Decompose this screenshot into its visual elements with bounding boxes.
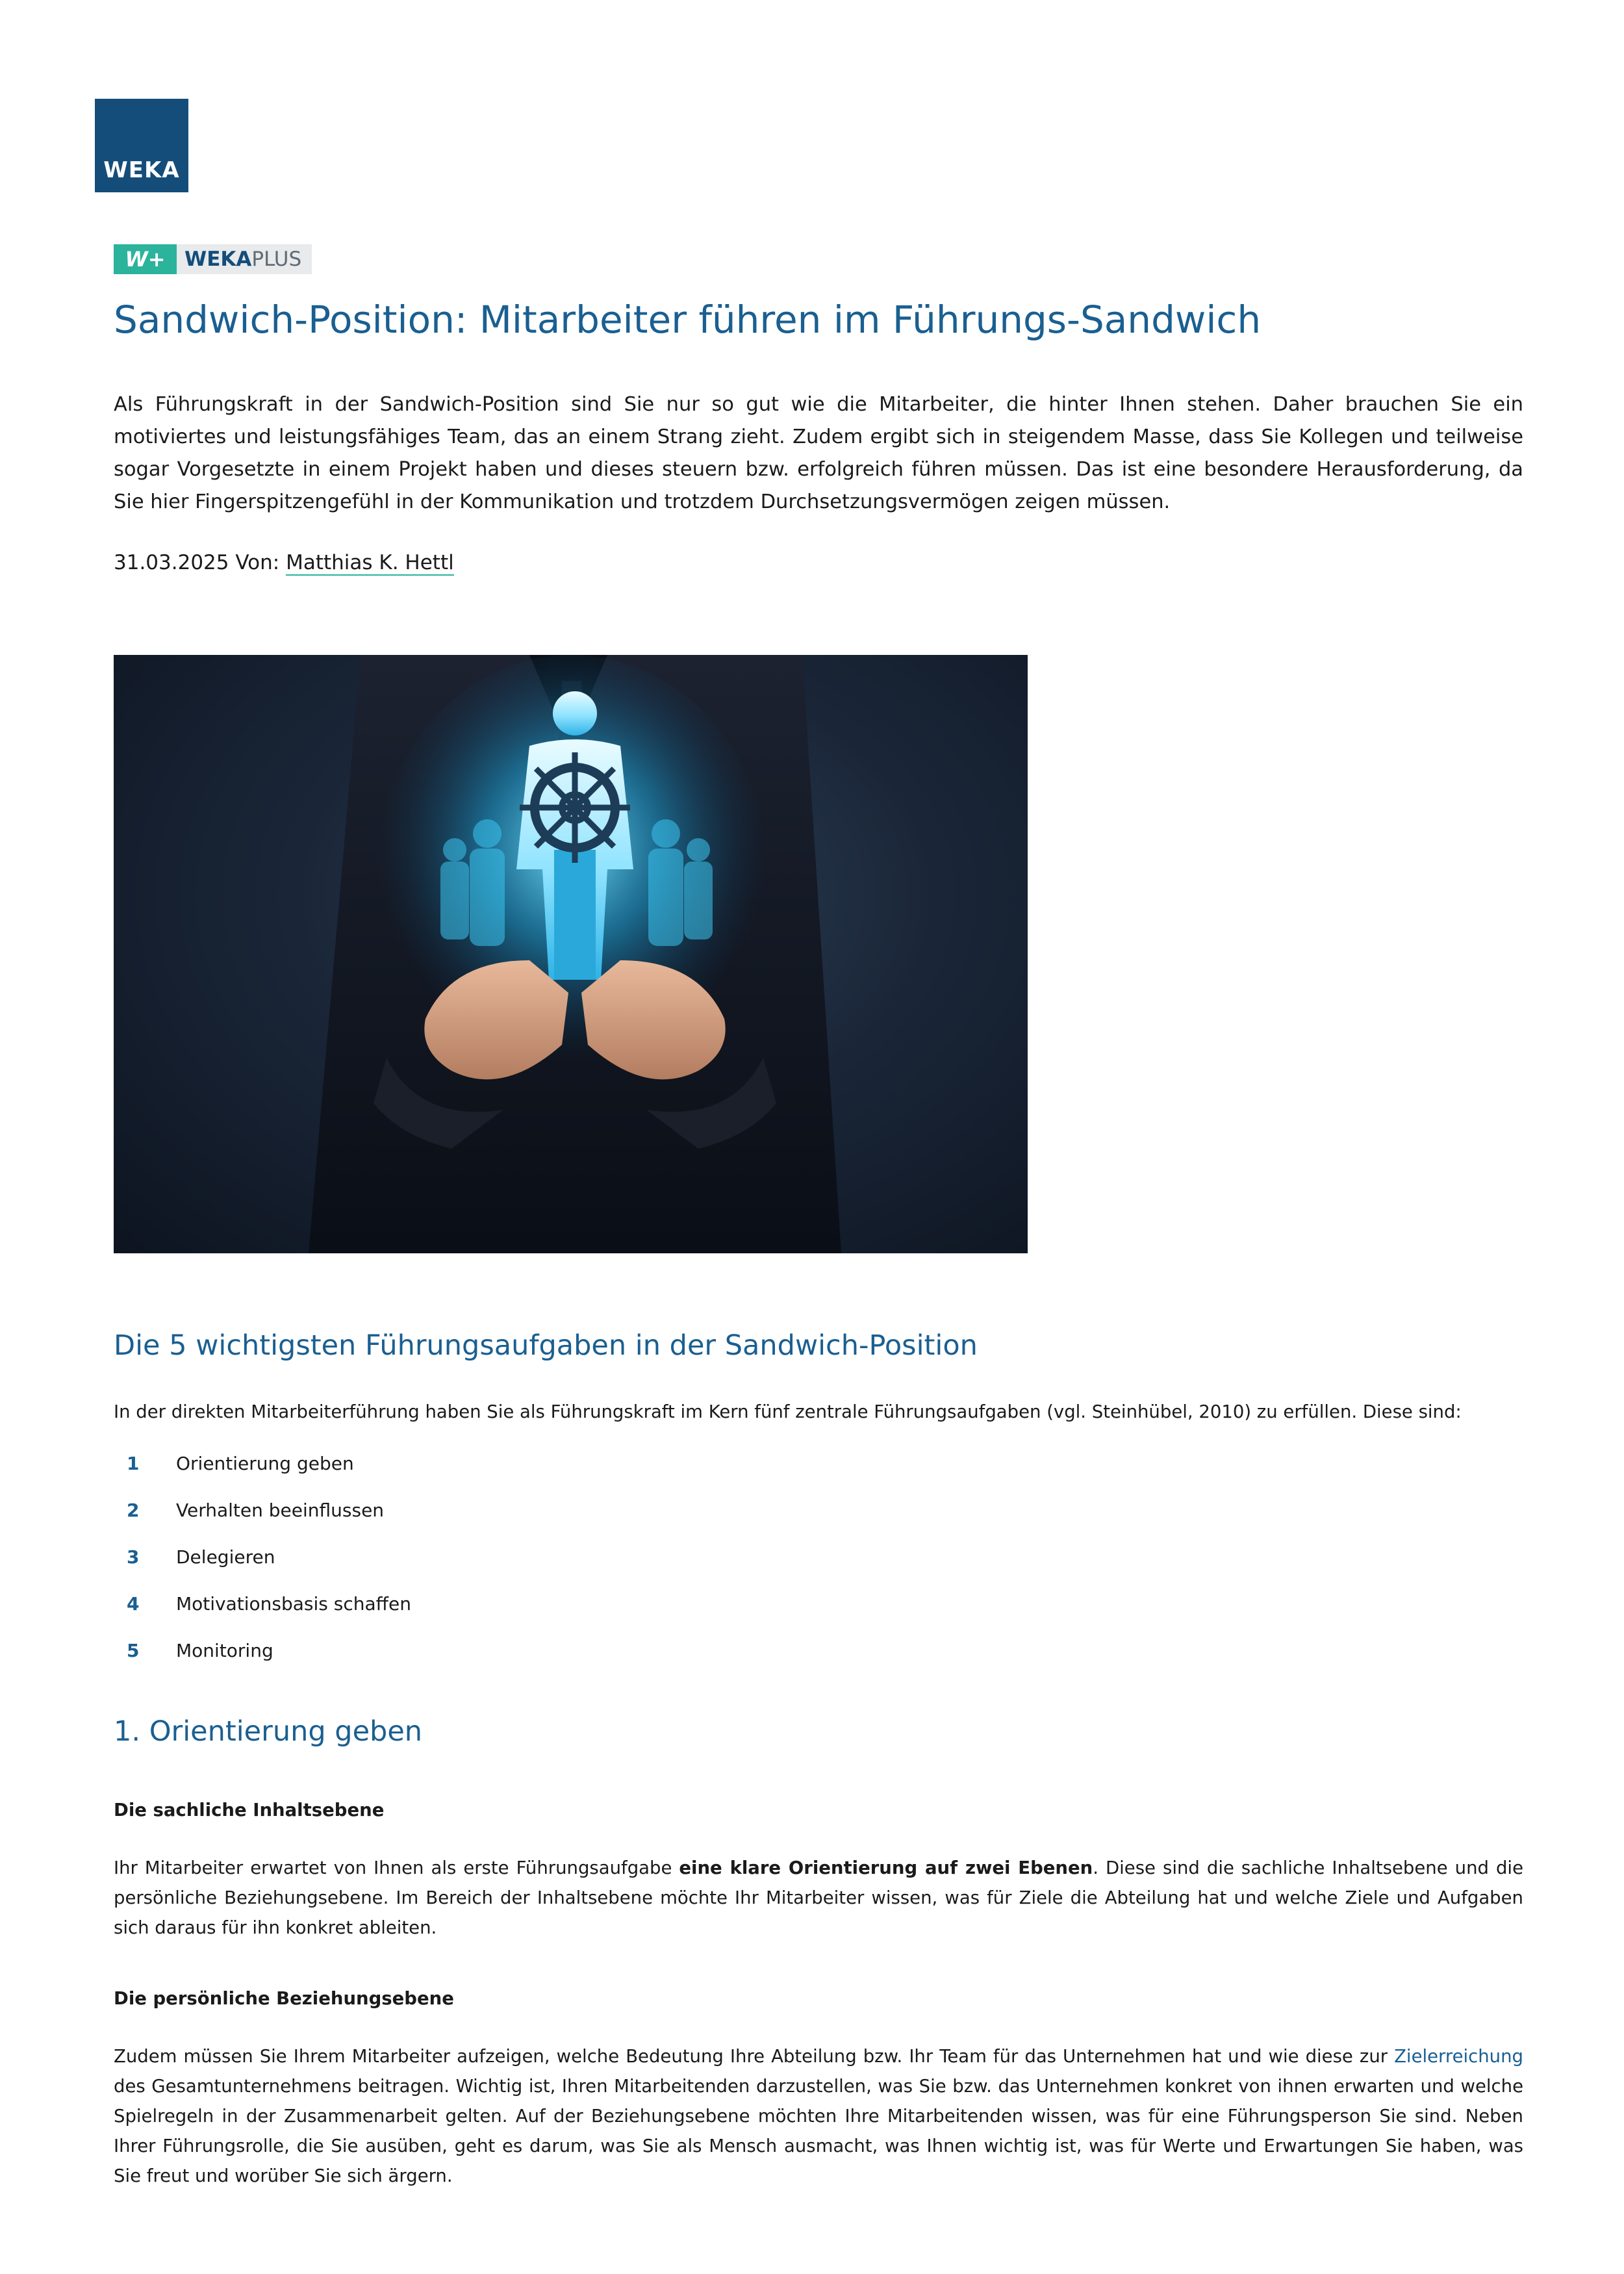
hero-illustration (114, 655, 1028, 1253)
weka-logo-text: WEKA (103, 157, 180, 183)
list-number: 1 (127, 1452, 140, 1474)
wekaplus-wordmark (177, 244, 312, 274)
ship-wheel-icon (520, 752, 630, 863)
list-item (114, 1494, 384, 1526)
list-item (114, 1541, 275, 1572)
list-number: 2 (127, 1499, 140, 1521)
article-intro: Als Führungskraft in der Sandwich-Position sind Sie nur so gut wie die Mitarbeiter, die hinter Ihnen stehen. Daher brauchen Sie ein motiviertes und leistungsfähiges Team, das an einem Strang zieht. Zudem ergibt sich in steigendem Masse, dass Sie Kollegen und teilweise sogar Vorgesetzte in einem Projekt haben und dieses steuern bzw. erfolgreich führen müssen. Das ist eine besondere Herausforderung, da Sie hier Fingerspitzengefühl in der Kommunikation und trotzdem Durchsetzungsvermögen zeigen müssen. (114, 393, 1523, 513)
wekaplus-mark: W+ (114, 244, 177, 274)
page-title: Sandwich-Position: Mitarbeiter führen im Führungs-Sandwich (114, 298, 1262, 342)
list-number: 4 (127, 1592, 140, 1615)
zielerreichung-link[interactable]: Zielerreichung (1394, 2046, 1523, 2067)
paragraph-bold-text: eine klare Orientierung auf zwei Ebenen (679, 1858, 1093, 1878)
paragraph-text: Zudem müssen Sie Ihrem Mitarbeiter aufzeigen, welche Bedeutung Ihre Abteilung bzw. Ihr Team für das Unternehmen hat und wie diese zur (114, 2046, 1395, 2067)
section-heading-fuehrungsaufgaben: Die 5 wichtigsten Führungsaufgaben in der Sandwich-Position (114, 1329, 978, 1362)
paragraph-text: des Gesamtunternehmens beitragen. Wichtig ist, Ihren Mitarbeitenden darzustellen, was Sie bzw. das Unternehmen konkret von ihnen erwarten und welche Spielregeln in der Zusammenarbeit gelten. Auf der Beziehungsebene möchten Ihre Mitarbeitenden wissen, was für eine Führungsperson Sie sind. Neben Ihrer Führungsrolle, die Sie ausüben, geht es darum, was Sie als Mensch ausmacht, was Ihnen wichtig ist, was für Werte und Erwartungen Sie haben, was Sie freut und worüber Sie sich ärgern. (114, 2076, 1523, 2186)
list-label: Monitoring (176, 1639, 273, 1661)
list-number: 5 (127, 1639, 140, 1661)
list-number: 3 (127, 1546, 140, 1568)
list-label: Verhalten beeinflussen (176, 1499, 385, 1521)
subheading-inhaltsebene: Die sachliche Inhaltsebene (114, 1800, 385, 1820)
paragraph-text: Ihr Mitarbeiter erwartet von Ihnen als erste Führungsaufgabe (114, 1858, 679, 1878)
list-item (114, 1448, 354, 1479)
list-label: Orientierung geben (176, 1452, 354, 1474)
paragraph-inhaltsebene (114, 1853, 1523, 1943)
weka-logo[interactable] (95, 99, 188, 192)
list-label: Delegieren (176, 1546, 275, 1568)
wekaplus-badge (114, 244, 312, 274)
list-label: Motivationsbasis schaffen (176, 1592, 411, 1615)
wekaplus-word-light: PLUS (251, 248, 302, 271)
by-label: Von: (235, 551, 280, 574)
author-link[interactable]: Matthias K. Hettl (286, 551, 454, 574)
section-heading-orientierung: 1. Orientierung geben (114, 1715, 423, 1748)
subheading-beziehungsebene: Die persönliche Beziehungsebene (114, 1988, 454, 2009)
list-item (114, 1635, 273, 1666)
hero-image (114, 655, 1028, 1253)
paragraph-beziehungsebene (114, 2041, 1523, 2191)
publish-date: 31.03.2025 (114, 551, 229, 574)
paragraph-text: . Diese sind die sachliche Inhaltsebene und die persönliche Beziehungsebene. Im Bereich der Inhaltsebene möchte Ihr Mitarbeiter wissen, was für Ziele die Abteilung hat und welche Ziele und Aufgaben sich daraus für ihn konkret ableiten. (114, 1858, 1523, 1938)
byline (114, 547, 454, 578)
list-item (114, 1588, 411, 1619)
section-intro-text: In der direkten Mitarbeiterführung haben Sie als Führungskraft im Kern fünf zentrale Führungsaufgaben (vgl. Steinhübel, 2010) zu erfüllen. Diese sind: (114, 1401, 1462, 1422)
wekaplus-word-bold: WEKA (184, 248, 252, 271)
